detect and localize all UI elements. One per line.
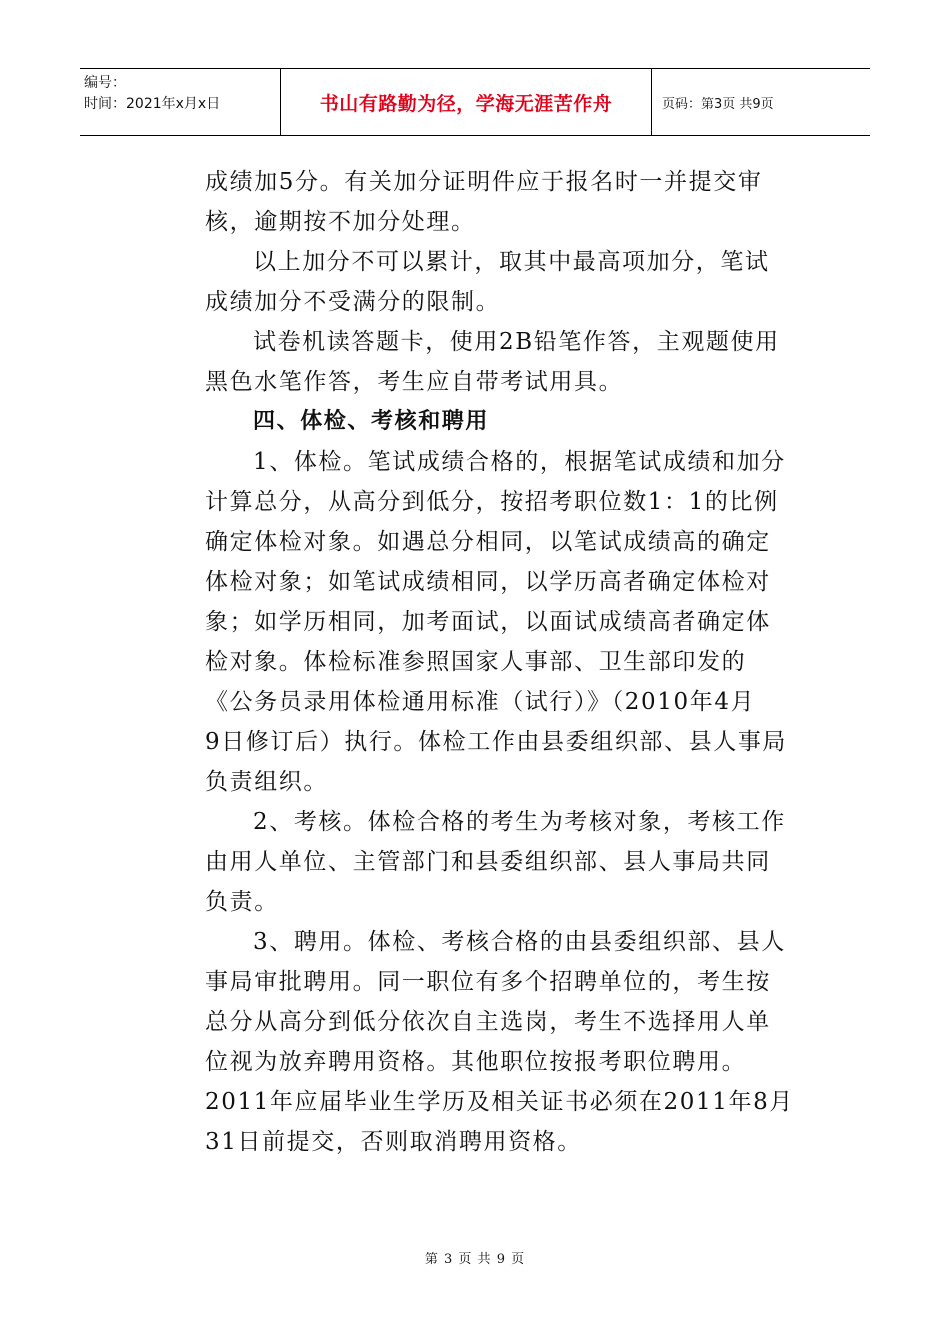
header-page-cell <box>652 69 870 135</box>
body-line: 成绩加5分。有关加分证明件应于报名时一并提交审 <box>205 169 763 195</box>
body-line: 计算总分，从高分到低分，按招考职位数1：1的比例 <box>205 489 779 515</box>
document-body <box>205 162 805 1162</box>
footer-page-number: 第 3 页 共 9 页 <box>424 1252 526 1267</box>
header-motto-cell <box>280 69 652 135</box>
body-line: 核，逾期按不加分处理。 <box>205 209 476 235</box>
body-line: 9日修订后）执行。体检工作由县委组织部、县人事局 <box>205 729 788 755</box>
motto-text: 书山有路勤为径，学海无涯苦作舟 <box>319 92 613 115</box>
body-line: 黑色水笔作答，考生应自带考试用具。 <box>205 369 624 395</box>
body-line: 试卷机读答题卡，使用2B铅笔作答，主观题使用 <box>253 329 780 355</box>
page-header <box>80 68 870 136</box>
body-line: 成绩加分不受满分的限制。 <box>205 289 501 315</box>
body-line: 确定体检对象。如遇总分相同，以笔试成绩高的确定 <box>205 529 771 555</box>
section-heading: 四、体检、考核和聘用 <box>253 409 490 434</box>
body-line: 由用人单位、主管部门和县委组织部、县人事局共同 <box>205 849 771 875</box>
body-line: 3、聘用。体检、考核合格的由县委组织部、县人 <box>253 929 786 955</box>
body-line: 象；如学历相同，加考面试，以面试成绩高者确定体 <box>205 609 771 635</box>
body-line: 负责。 <box>205 889 279 915</box>
page-label: 页码：第3页 共9页 <box>662 96 774 112</box>
body-line: 1、体检。笔试成绩合格的，根据笔试成绩和加分 <box>253 449 786 475</box>
body-line: 总分从高分到低分依次自主选岗，考生不选择用人单 <box>205 1009 771 1035</box>
body-line: 位视为放弃聘用资格。其他职位按报考职位聘用。 <box>205 1049 747 1075</box>
body-line: 2、考核。体检合格的考生为考核对象，考核工作 <box>253 809 786 835</box>
header-info-cell <box>80 69 280 135</box>
body-line: 以上加分不可以累计，取其中最高项加分，笔试 <box>253 249 770 275</box>
body-line: 检对象。体检标准参照国家人事部、卫生部印发的 <box>205 649 747 675</box>
body-line: 31日前提交，否则取消聘用资格。 <box>205 1129 582 1155</box>
time-label: 时间：2021年x月x日 <box>84 96 221 112</box>
body-line: 2011年应届毕业生学历及相关证书必须在2011年8月 <box>205 1089 794 1115</box>
body-line: 负责组织。 <box>205 769 328 795</box>
body-line: 《公务员录用体检通用标准（试行）》（2010年4月 <box>205 689 756 715</box>
body-line: 事局审批聘用。同一职位有多个招聘单位的，考生按 <box>205 969 771 995</box>
body-line: 体检对象；如笔试成绩相同，以学历高者确定体检对 <box>205 569 771 595</box>
page-footer <box>0 1248 950 1267</box>
serial-label: 编号： <box>84 75 126 91</box>
